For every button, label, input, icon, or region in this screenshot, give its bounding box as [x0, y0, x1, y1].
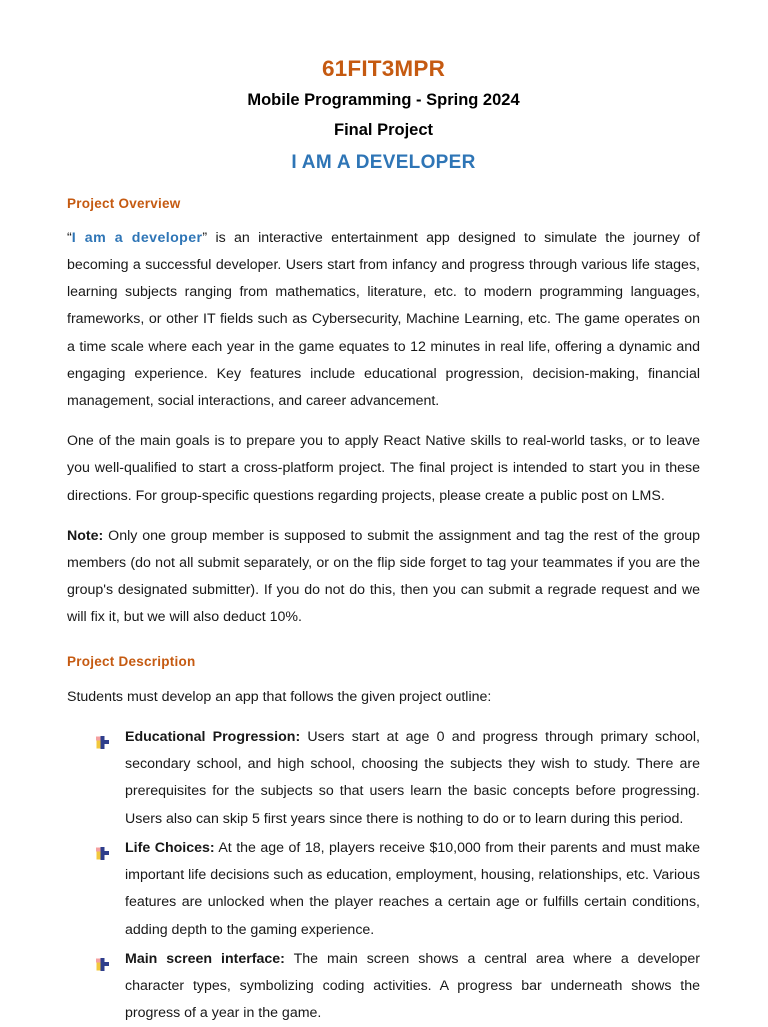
overview-paragraph-2: One of the main goals is to prepare you to apply React Native skills to real-world tasks, or to leave you well-qualified to start a cross-platform project. The final project is intended to start you in these directions. For group-specific questions regarding projects, please create a public post on LMS. — [67, 433, 700, 504]
project-description-heading: Project Description — [67, 653, 196, 669]
list-item-label: Life Choices: — [125, 839, 215, 856]
list-item-label: Main screen interface: — [125, 950, 285, 967]
multicolor-cross-bullet-icon — [96, 843, 109, 856]
description-intro: Students must develop an app that follows the given project outline: — [67, 688, 492, 705]
overview-paragraph-1-text: is an interactive entertainment app designed to simulate the journey of becoming a successful developer. Users start from infancy and progress through various life stages, learning subjects ranging from mathematics, literature, etc. to modern programming languages, frameworks, or other IT fields such as Cybersecurity, Machine Learning, etc. The game operates on a time scale where each year in the game equates to 12 minutes in real life, offering a dynamic and engaging experience. Key features include educational progression, decision-making, financial management, social interactions, and career advancement. — [67, 229, 700, 410]
list-item-text: Users start at age 0 and progress through primary school, secondary school, and high school, choosing the subjects they wish to study. There are prerequisites for the subjects so that users learn the basic concepts before progressing. Users also can skip 5 first years since there is nothing to do or to learn during this period. — [125, 729, 700, 827]
assignment-subtitle: Final Project — [333, 120, 434, 139]
multicolor-cross-bullet-icon — [96, 732, 109, 745]
course-subtitle: Mobile Programming - Spring 2024 — [247, 90, 520, 109]
course-code-title: 61FIT3MPR — [321, 56, 446, 81]
note-text: Only one group member is supposed to submit the assignment and tag the rest of the group members (do not all submit separately, or on the flip side forget to tag your teammates if you are the group's designated submitter). If you do not do this, then you can submit a regrade request and we will fix it, but we will also deduct 10%. — [67, 527, 700, 626]
open-quote: “ — [67, 229, 72, 246]
app-name-highlight: I am a developer — [71, 229, 203, 246]
list-item-text: At the age of 18, players receive $10,000 from their parents and must make important life decisions such as education, employment, housing, relationships, etc. Various features are unlocked when the player reaches a certain age or fulfills certain conditions, adding depth to the gaming experience. — [125, 839, 700, 938]
close-quote: ” — [202, 229, 208, 246]
multicolor-cross-bullet-icon — [96, 954, 109, 967]
list-item — [96, 946, 700, 1027]
list-item — [96, 835, 700, 944]
list-item-text: The main screen shows a central area where a developer character types, symbolizing coding activities. A progress bar underneath shows the progress of a year in the game. — [125, 950, 700, 1022]
overview-note-paragraph — [67, 523, 700, 632]
overview-paragraph-1 — [67, 225, 700, 415]
list-item — [96, 724, 700, 833]
app-title: I AM A DEVELOPER — [291, 151, 476, 173]
project-outline-list — [67, 724, 700, 1027]
note-label: Note: — [67, 527, 104, 544]
project-overview-heading: Project Overview — [67, 195, 181, 211]
list-item-label: Educational Progression: — [125, 729, 301, 746]
